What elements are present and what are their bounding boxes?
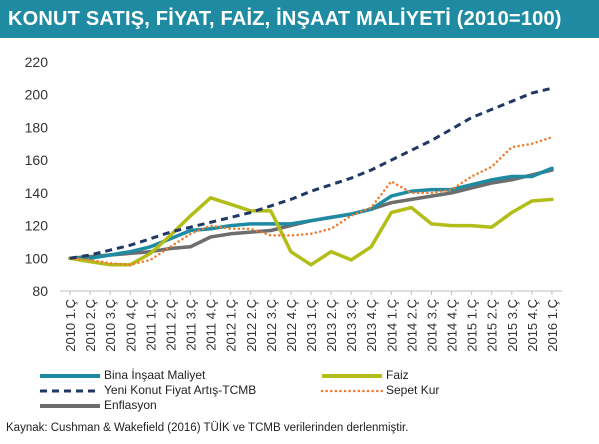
y-tick-label: 80 <box>32 283 48 299</box>
x-tick-label: 2014 3.Ç <box>424 299 440 352</box>
legend-label-bina: Bina İnşaat Maliyet <box>104 368 206 382</box>
x-tick-label: 2012 2.Ç <box>243 299 259 352</box>
x-tick-label: 2015 3.Ç <box>504 299 520 352</box>
x-tick-label: 2015 2.Ç <box>484 299 500 352</box>
x-tick-label: 2014 1.Ç <box>384 299 400 352</box>
series-line-sepet_kur <box>70 137 552 265</box>
y-tick-label: 200 <box>24 86 48 103</box>
x-tick-label: 2014 4.Ç <box>444 299 460 352</box>
y-tick-label: 140 <box>24 184 48 201</box>
y-tick-label: 120 <box>24 217 48 234</box>
legend-label-faiz: Faiz <box>386 368 409 382</box>
x-tick-label: 2010 4.Ç <box>123 299 139 352</box>
x-tick-label: 2011 3.Ç <box>183 299 199 351</box>
x-tick-label: 2013 2.Ç <box>324 299 340 352</box>
x-tick-label: 2010 2.Ç <box>83 299 99 352</box>
x-tick-label: 2012 3.Ç <box>263 299 279 352</box>
series-line-faiz <box>70 198 552 265</box>
x-tick-label: 2016 1.Ç <box>544 299 560 352</box>
x-tick-label: 2014 2.Ç <box>404 299 420 352</box>
x-tick-label: 2013 3.Ç <box>344 299 360 352</box>
x-tick-label: 2011 2.Ç <box>163 299 179 351</box>
x-tick-label: 2010 1.Ç <box>63 299 79 352</box>
x-tick-label: 2015 4.Ç <box>524 299 540 352</box>
x-tick-label: 2012 4.Ç <box>283 299 299 352</box>
x-tick-label: 2012 1.Ç <box>223 299 239 352</box>
y-tick-label: 180 <box>24 119 48 136</box>
legend-label-enflasyon: Enflasyon <box>104 398 157 412</box>
x-tick-label: 2013 1.Ç <box>304 299 319 352</box>
chart-title: KONUT SATIŞ, FİYAT, FAİZ, İNŞAAT MALİYETİ (2010=100) <box>8 8 562 30</box>
y-tick-label: 100 <box>24 250 48 267</box>
legend-label-sepet_kur: Sepet Kur <box>386 383 440 397</box>
x-tick-label: 2011 1.Ç <box>143 299 159 351</box>
x-tick-label: 2013 4.Ç <box>364 299 380 352</box>
series-line-bina <box>70 168 552 258</box>
source-note: Kaynak: Cushman & Wakefield (2016) TÜİK ve TCMB verilerinden derlenmiştir. <box>6 422 409 434</box>
x-tick-label: 2015 1.Ç <box>464 299 480 352</box>
legend-label-yeni_konut: Yeni Konut Fiyat Artış-TCMB <box>104 383 257 397</box>
x-tick-label: 2011 4.Ç <box>203 299 219 351</box>
y-tick-label: 220 <box>24 54 48 70</box>
y-tick-label: 160 <box>24 152 48 169</box>
x-tick-label: 2010 3.Ç <box>103 299 119 352</box>
